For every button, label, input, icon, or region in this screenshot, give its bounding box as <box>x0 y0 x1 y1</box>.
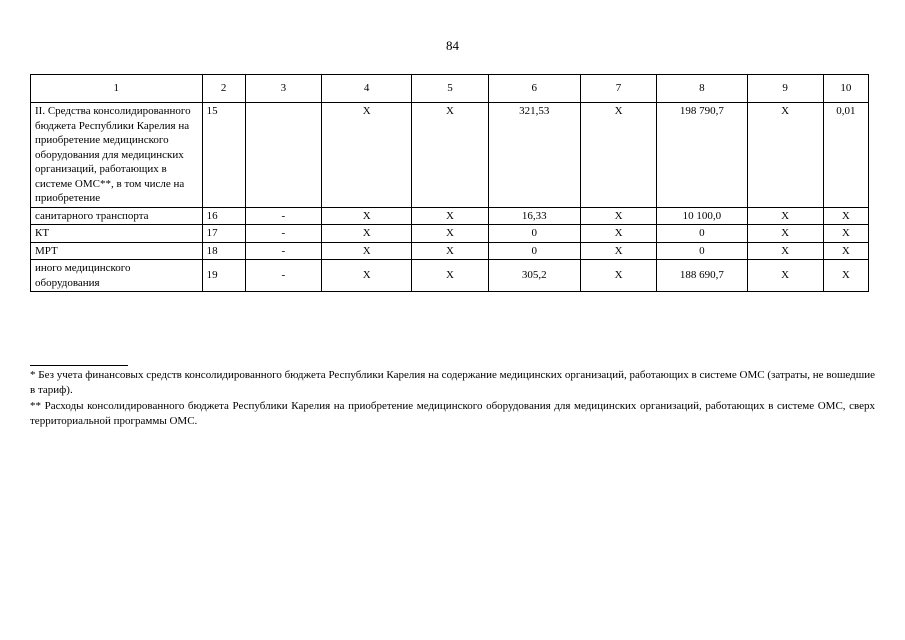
table-cell: - <box>245 260 321 292</box>
table-cell: - <box>245 242 321 260</box>
table-cell: 0 <box>657 225 747 243</box>
table-cell: X <box>322 207 412 225</box>
table-cell: 15 <box>202 103 245 208</box>
column-header: 7 <box>580 75 656 103</box>
column-header: 5 <box>412 75 488 103</box>
table-cell: 0 <box>657 242 747 260</box>
table-cell: X <box>412 207 488 225</box>
table-cell: X <box>580 103 656 208</box>
table-cell: X <box>747 242 823 260</box>
row-label: санитарного транспорта <box>31 207 203 225</box>
table-cell: X <box>412 242 488 260</box>
table-cell: X <box>322 242 412 260</box>
table-cell: X <box>823 225 868 243</box>
row-label: МРТ <box>31 242 203 260</box>
footnote: ** Расходы консолидированного бюджета Республики Карелия на приобретение медицинского оборудования для медицинских организаций, работающих в системе ОМС, сверх территориальной программы ОМС. <box>30 399 875 428</box>
table-cell: - <box>245 225 321 243</box>
table-row <box>31 260 869 292</box>
row-label: иного медицинского оборудования <box>31 260 203 292</box>
data-table <box>30 74 869 292</box>
table-cell <box>245 103 321 208</box>
column-header: 2 <box>202 75 245 103</box>
column-header: 3 <box>245 75 321 103</box>
table-cell: 0,01 <box>823 103 868 208</box>
table-row <box>31 242 869 260</box>
table-cell: X <box>747 207 823 225</box>
table-header-row <box>31 75 869 103</box>
table-cell: X <box>823 242 868 260</box>
footnote-divider <box>30 365 128 366</box>
table-cell: 16 <box>202 207 245 225</box>
table-cell: 10 100,0 <box>657 207 747 225</box>
table-cell: X <box>580 207 656 225</box>
table-cell: 0 <box>488 225 580 243</box>
column-header: 1 <box>31 75 203 103</box>
table-cell: X <box>747 103 823 208</box>
table-row <box>31 103 869 208</box>
table-cell: X <box>580 242 656 260</box>
row-label: II. Средства консолидированного бюджета Республики Карелия на приобретение медицинского оборудования для медицинских организаций, работающих в системе ОМС**, в том числе на приобретение <box>31 103 203 208</box>
table-cell: X <box>412 103 488 208</box>
column-header: 4 <box>322 75 412 103</box>
table-row <box>31 207 869 225</box>
table-cell: X <box>322 260 412 292</box>
table-cell: 0 <box>488 242 580 260</box>
table-cell: 198 790,7 <box>657 103 747 208</box>
table-cell: 16,33 <box>488 207 580 225</box>
table-row <box>31 225 869 243</box>
table-cell: 305,2 <box>488 260 580 292</box>
row-label: КТ <box>31 225 203 243</box>
table-cell: 188 690,7 <box>657 260 747 292</box>
table-cell: X <box>412 225 488 243</box>
table-cell: X <box>823 260 868 292</box>
column-header: 6 <box>488 75 580 103</box>
footnote: * Без учета финансовых средств консолидированного бюджета Республики Карелия на содержание медицинских организаций, работающих в системе ОМС (затраты, не вошедшие в тариф). <box>30 369 875 397</box>
table-cell: X <box>412 260 488 292</box>
table-cell: X <box>322 103 412 208</box>
table-cell: - <box>245 207 321 225</box>
table-cell: X <box>580 260 656 292</box>
column-header: 9 <box>747 75 823 103</box>
table-cell: X <box>823 207 868 225</box>
table-cell: X <box>322 225 412 243</box>
table-cell: X <box>747 225 823 243</box>
column-header: 10 <box>823 75 868 103</box>
column-header: 8 <box>657 75 747 103</box>
table-cell: 17 <box>202 225 245 243</box>
page-number: 84 <box>446 38 459 53</box>
table-cell: X <box>580 225 656 243</box>
table-cell: 18 <box>202 242 245 260</box>
table-cell: 19 <box>202 260 245 292</box>
footnotes <box>30 368 875 430</box>
table-cell: X <box>747 260 823 292</box>
table-cell: 321,53 <box>488 103 580 208</box>
